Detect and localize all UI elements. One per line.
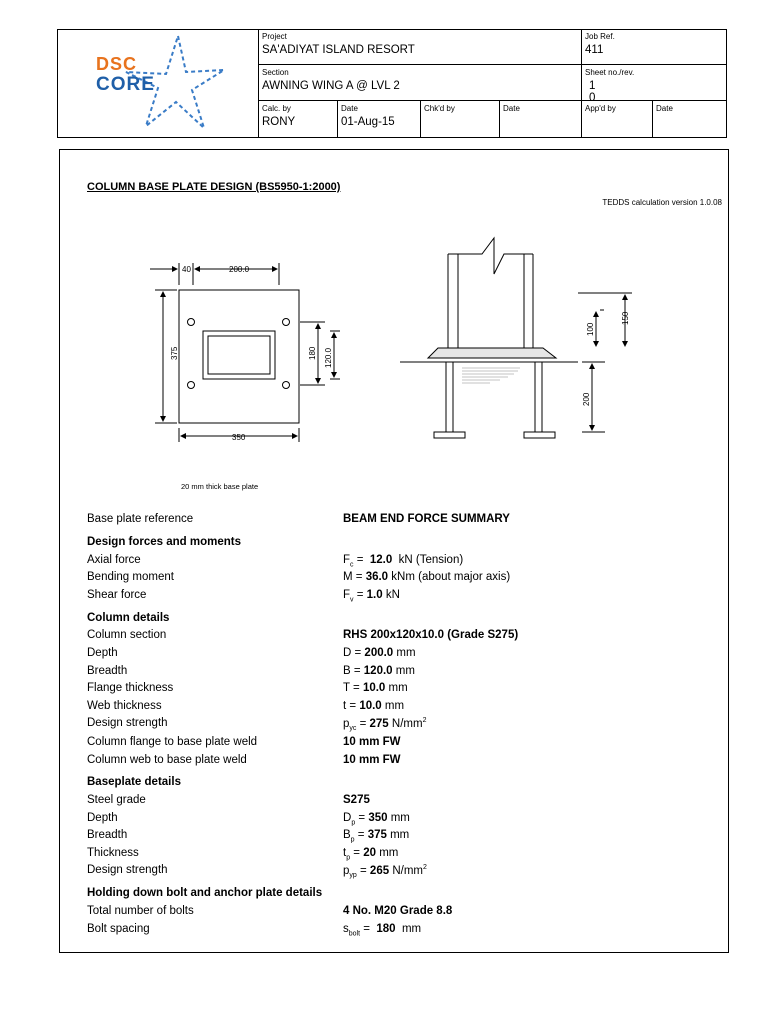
dim-375: 375 <box>170 346 179 360</box>
colsec-label: Column section <box>87 629 167 641</box>
bdepth-value: $D_p = 350$ mm <box>343 812 410 827</box>
axial-value: $F_c = 12.0$ kN (Tension) <box>343 554 464 569</box>
column-outline-inner <box>208 336 270 374</box>
section-value: AWNING WING A @ LVL 2 <box>262 80 400 92</box>
sheet-value: 1 0 <box>589 80 596 104</box>
dim-120: 120.0 <box>324 347 333 368</box>
calcby-label: Calc. by <box>262 104 291 113</box>
date-value: 01-Aug-15 <box>341 116 395 128</box>
bolt-hole <box>283 382 290 389</box>
date3-label: Date <box>656 104 673 113</box>
nbolts-label: Total number of bolts <box>87 905 194 917</box>
date2-label: Date <box>503 104 520 113</box>
grade-value: S275 <box>343 794 370 806</box>
cfweld-label: Column flange to base plate weld <box>87 736 258 748</box>
bending-label: Bending moment <box>87 571 174 583</box>
column-outline-outer <box>203 331 275 379</box>
page-title: COLUMN BASE PLATE DESIGN (BS5950-1:2000) <box>87 181 341 193</box>
project-value: SA'ADIYAT ISLAND RESORT <box>262 44 415 56</box>
strength-label: Design strength <box>87 717 168 729</box>
shear-label: Shear force <box>87 589 147 601</box>
cwweld-value: 10 mm FW <box>343 754 401 766</box>
cfweld-value: 10 mm FW <box>343 736 401 748</box>
flange-label: Flange thickness <box>87 682 174 694</box>
project-label: Project <box>262 32 287 41</box>
shear-value: $F_v = 1.0$ kN <box>343 589 400 604</box>
bdepth-label: Depth <box>87 812 118 824</box>
spacing-value: $s_{bolt} = 180$ mm <box>343 923 422 938</box>
anchor-plate-left <box>434 432 465 438</box>
bolt-hole <box>188 319 195 326</box>
dim-100: 100 <box>586 322 595 336</box>
bolt-hole <box>283 319 290 326</box>
anchor-plate-right <box>524 432 555 438</box>
dim-200b: 200 <box>582 392 591 406</box>
jobref-label: Job Ref. <box>585 32 615 41</box>
chkd-label: Chk'd by <box>424 104 455 113</box>
appd-label: App'd by <box>585 104 616 113</box>
calcby-value: RONY <box>262 116 296 128</box>
web-value: t = 10.0 mm <box>343 700 405 712</box>
breadth-label: Breadth <box>87 665 128 677</box>
plate-outline <box>179 290 299 423</box>
bbreadth-label: Breadth <box>87 829 128 841</box>
bstrength-label: Design strength <box>87 864 168 876</box>
grade-label: Steel grade <box>87 794 146 806</box>
grout-fillet <box>428 348 556 358</box>
nbolts-value: 4 No. M20 Grade 8.8 <box>343 905 453 917</box>
logo-text-core: CORE <box>96 74 155 95</box>
cwweld-label: Column web to base plate weld <box>87 754 247 766</box>
thick-label: Thickness <box>87 847 139 859</box>
bstrength-value: $p_{yp} = 265$ $N/mm^2$ <box>343 864 427 880</box>
dim-350: 350 <box>232 433 246 442</box>
dim-40: 40 <box>182 265 191 274</box>
ref-label: Base plate reference <box>87 513 194 525</box>
depth-value: D = 200.0 mm <box>343 647 416 659</box>
date-label: Date <box>341 104 358 113</box>
column-heading: Column details <box>87 612 170 624</box>
thick-value: $t_p = 20$ mm <box>343 847 399 862</box>
ref-value: BEAM END FORCE SUMMARY <box>343 513 510 525</box>
web-label: Web thickness <box>87 700 162 712</box>
dim-180: 180 <box>308 346 317 360</box>
flange-value: T = 10.0 mm <box>343 682 408 694</box>
depth-label: Depth <box>87 647 118 659</box>
dim-150: 150 <box>621 311 630 325</box>
bolt-heading: Holding down bolt and anchor plate details <box>87 887 323 899</box>
bending-value: M = 36.0 kNm (about major axis) <box>343 571 511 583</box>
column-break <box>448 238 533 274</box>
tedds-version: TEDDS calculation version 1.0.08 <box>602 198 722 207</box>
bolt-hole <box>188 382 195 389</box>
sheet-label: Sheet no./rev. <box>585 68 635 77</box>
section-label: Section <box>262 68 289 77</box>
logo-text-dsc: DSC <box>96 54 138 74</box>
dim-200: 200.0 <box>229 265 250 274</box>
strength-value: $p_{yc} = 275$ $N/mm^2$ <box>343 717 427 733</box>
spacing-label: Bolt spacing <box>87 923 150 935</box>
forces-heading: Design forces and moments <box>87 536 242 548</box>
colsec-value: RHS 200x120x10.0 (Grade S275) <box>343 629 519 641</box>
breadth-value: B = 120.0 mm <box>343 665 415 677</box>
axial-label: Axial force <box>87 554 141 566</box>
jobref-value: 411 <box>585 44 604 56</box>
plate-note: 20 mm thick base plate <box>181 482 259 491</box>
base-heading: Baseplate details <box>87 776 181 788</box>
bbreadth-value: $B_p = 375$ mm <box>343 829 410 844</box>
